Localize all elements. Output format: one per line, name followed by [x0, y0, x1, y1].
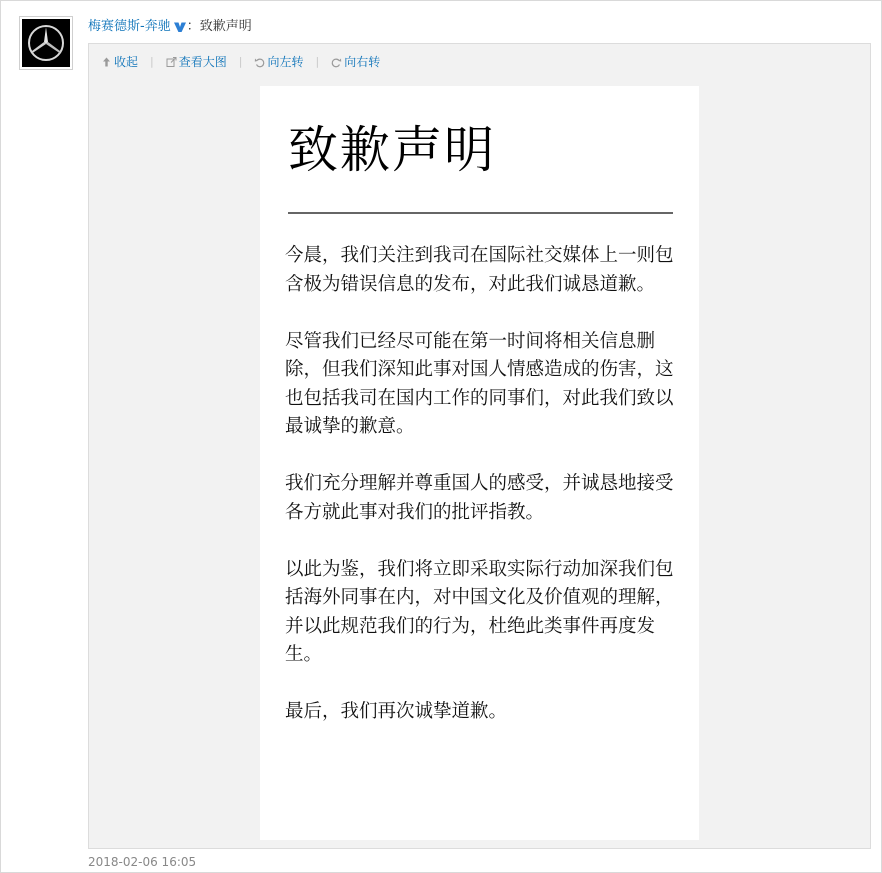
- post-text: 致歉声明: [199, 19, 252, 34]
- statement-paragraph: 今晨，我们关注到我司在国际社交媒体上一则包含极为错误信息的发布，对此我们诚恳道歉。: [285, 245, 674, 295]
- toolbar-separator: |: [315, 55, 320, 68]
- external-link-icon: [166, 56, 177, 68]
- rotate-right-label: 向右转: [344, 55, 381, 69]
- mercedes-star-logo-icon: [22, 19, 70, 67]
- view-large-button[interactable]: [166, 53, 227, 71]
- rotate-left-button[interactable]: [254, 53, 303, 71]
- author-link[interactable]: 梅赛德斯-奔驰: [88, 19, 171, 34]
- statement-paragraph: 我们充分理解并尊重国人的感受，并诚恳地接受各方就此事对我们的批评指教。: [285, 473, 674, 523]
- rotate-left-icon: [254, 56, 265, 68]
- rotate-left-label: 向左转: [267, 55, 304, 69]
- view-large-label: 查看大图: [178, 55, 227, 69]
- statement-title: 致歉声明: [288, 121, 496, 179]
- collapse-label: 收起: [114, 55, 139, 69]
- statement-body: [285, 242, 677, 755]
- arrow-up-icon: [101, 56, 112, 68]
- post-timestamp[interactable]: 2018-02-06 16:05: [88, 855, 197, 869]
- header-colon: ：: [186, 19, 200, 34]
- rotate-right-button[interactable]: [331, 53, 380, 71]
- media-toolbar: [101, 53, 380, 71]
- collapse-button[interactable]: [101, 53, 138, 71]
- statement-paragraph: 尽管我们已经尽可能在第一时间将相关信息删除，但我们深知此事对国人情感造成的伤害，这也包括我司在国内工作的同事们，对此我们致以最诚挚的歉意。: [285, 330, 674, 437]
- toolbar-separator: |: [238, 55, 243, 68]
- media-expanded-box: [88, 43, 871, 849]
- title-divider: [288, 212, 673, 214]
- toolbar-separator: |: [150, 55, 154, 68]
- rotate-right-icon: [331, 56, 342, 68]
- avatar[interactable]: [19, 16, 73, 70]
- apology-statement-image[interactable]: [260, 86, 699, 840]
- statement-paragraph: 最后，我们再次诚挚道歉。: [285, 701, 508, 722]
- verified-v-icon[interactable]: [173, 21, 187, 33]
- statement-paragraph: 以此为鉴，我们将立即采取实际行动加深我们包括海外同事在内，对中国文化及价值观的理解，并以此规范我们的行为，杜绝此类事件再度发生。: [285, 558, 674, 665]
- post-header: [88, 17, 252, 37]
